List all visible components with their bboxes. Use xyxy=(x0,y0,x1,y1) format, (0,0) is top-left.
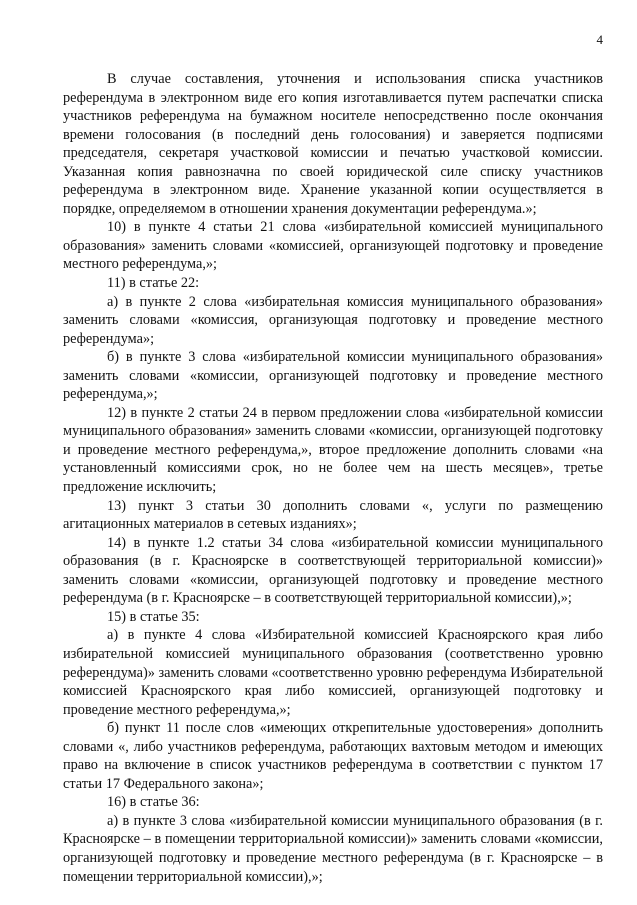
paragraph-item-13: 13) пункт 3 статьи 30 дополнить словами «, услуги по размещению агитационных материалов в сетевых изданиях»; xyxy=(63,497,603,533)
paragraph-item-16: 16) в статье 36: xyxy=(107,794,200,811)
page-number: 4 xyxy=(596,32,603,47)
paragraph-item-15: 15) в статье 35: xyxy=(107,608,200,625)
paragraph-item-16a: а) в пункте 3 слова «избирательной комиссии муниципального образования (в г. Красноярске – в помещении территориальной комиссии)» заменить словами «комиссии, организующей подготовку и проведение местного референдума (в г. Красноярске – в помещении территориальной комиссии),»; xyxy=(63,812,603,885)
paragraph-item-14: 14) в пункте 1.2 статьи 34 слова «избирательной комиссии муниципального образования (в г. Красноярске в соответствующей территориальной комиссии)» заменить словами «комиссии, организующей подготовку и проведение местного референдума (в г. Красноярске – в соответствующей территориальной комиссии),»; xyxy=(63,534,603,607)
paragraph-copy-certification: В случае составления, уточнения и использования списка участников референдума в электронном виде его копия изготавливается путем распечатки списка участников референдума на бумажном носителе непосредственно после окончания времени голосования (в последний день голосования) и заверяется подписями председателя, секретаря участковой комиссии и печатью участковой комиссии. Указанная копия равнозначна по своей юридической силе списку участников референдума в электронном виде. Хранение указанной копии осуществляется в порядке, определяемом в отношении хранения документации референдума.»; xyxy=(63,71,603,217)
paragraph-item-12: 12) в пункте 2 статьи 24 в первом предложении слова «избирательной комиссии муниципального образования» заменить словами «комиссии, организующей подготовку и проведение местного референдума,», второе предложение дополнить словами «на установленный комиссиями срок, но не более чем на шесть месяцев», третье предложение исключить; xyxy=(63,404,603,496)
paragraph-item-11: 11) в статье 22: xyxy=(107,275,200,292)
document-body xyxy=(63,70,603,886)
paragraph-item-15a: а) в пункте 4 слова «Избирательной комиссией Красноярского края либо избирательной комиссией муниципального образования (соответственно уровню референдума)» заменить словами «соответственно уровню референдума Избирательной комиссией Красноярского края либо комиссией, организующей подготовку и проведение местного референдума,»; xyxy=(63,627,603,718)
paragraph-item-11b: б) в пункте 3 слова «избирательной комиссии муниципального образования» заменить словами «комиссии, организующей подготовку и проведение местного референдума,»; xyxy=(63,349,603,403)
paragraph-item-10: 10) в пункте 4 статьи 21 слова «избирательной комиссией муниципального образования» заменить словами «комиссией, организующей подготовку и проведение местного референдума,»; xyxy=(63,219,603,273)
paragraph-item-11a: а) в пункте 2 слова «избирательная комиссия муниципального образования» заменить словами «комиссия, организующая подготовку и проведение местного референдума»; xyxy=(63,293,603,347)
paragraph-item-15b: б) пункт 11 после слов «имеющих открепительные удостоверения» дополнить словами «, либо участников референдума, работающих вахтовым методом и имеющих право на включение в список участников референдума в соответствии с пунктом 17 статьи 17 Федерального закона»; xyxy=(63,720,603,792)
